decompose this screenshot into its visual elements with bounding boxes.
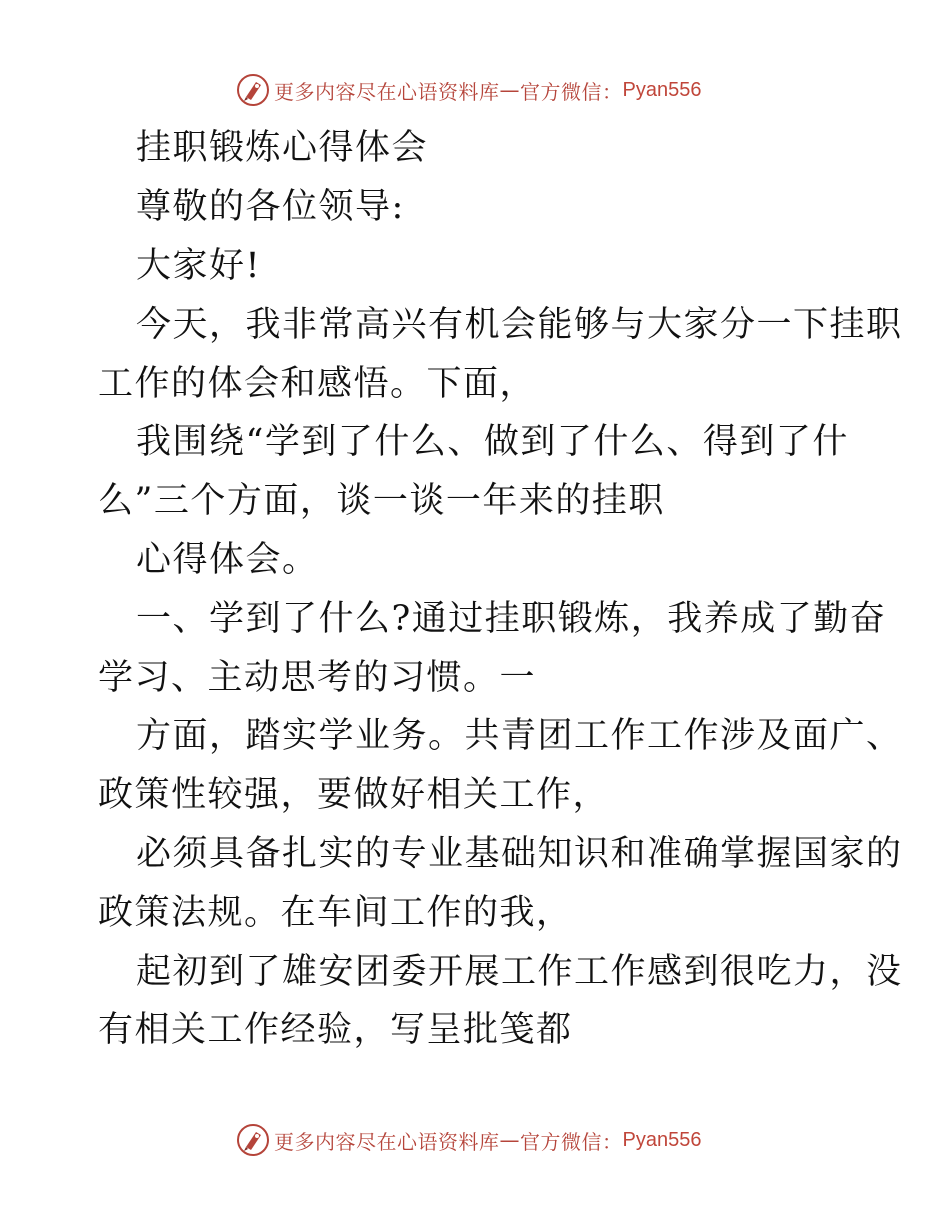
paragraph-line: 政策性较强，要做好相关工作， — [98, 775, 610, 815]
watermark-text: 更多内容尽在心语资料库 — [274, 79, 500, 104]
watermark-separator: — — [499, 78, 520, 102]
watermark-label: 官方微信： — [520, 79, 623, 104]
paragraph-line: 学习、主动思考的习惯。一 — [98, 658, 537, 698]
paragraph-line: 工作的体会和感悟。下面， — [98, 364, 537, 404]
paragraph-line: 必须具备扎实的专业基础知识和准确掌握国家的 — [136, 834, 903, 874]
paragraph-line: 心得体会。 — [136, 540, 319, 580]
footer-watermark — [236, 1122, 701, 1158]
paragraph-line: 么”三个方面，谈一谈一年来的挂职 — [98, 481, 665, 521]
paragraph-line: 起初到了雄安团委开展工作工作感到很吃力，没 — [136, 952, 903, 992]
watermark-wechat-id: Pyan556 — [622, 1128, 702, 1151]
salutation: 尊敬的各位领导: — [136, 187, 405, 227]
header-watermark — [236, 72, 701, 108]
watermark-wechat-id: Pyan556 — [622, 78, 702, 101]
paragraph-line: 政策法规。在车间工作的我， — [98, 893, 573, 933]
greeting: 大家好! — [136, 246, 262, 286]
document-title: 挂职锻炼心得体会 — [136, 128, 429, 168]
watermark-text: 更多内容尽在心语资料库 — [274, 1129, 500, 1154]
paragraph-line: 今天，我非常高兴有机会能够与大家分一下挂职 — [136, 305, 903, 345]
pen-nib-logo-icon — [236, 1123, 270, 1157]
paragraph-line: 一、学到了什么?通过挂职锻炼，我养成了勤奋 — [136, 599, 887, 639]
pen-nib-logo-icon — [236, 73, 270, 107]
paragraph-line: 我围绕“学到了什么、做到了什么、得到了什 — [136, 422, 849, 462]
watermark-separator: — — [499, 1128, 520, 1152]
watermark-label: 官方微信： — [520, 1129, 623, 1154]
paragraph-line: 方面，踏实学业务。共青团工作工作涉及面广、 — [136, 716, 903, 756]
paragraph-line: 有相关工作经验，写呈批笺都 — [98, 1010, 573, 1050]
